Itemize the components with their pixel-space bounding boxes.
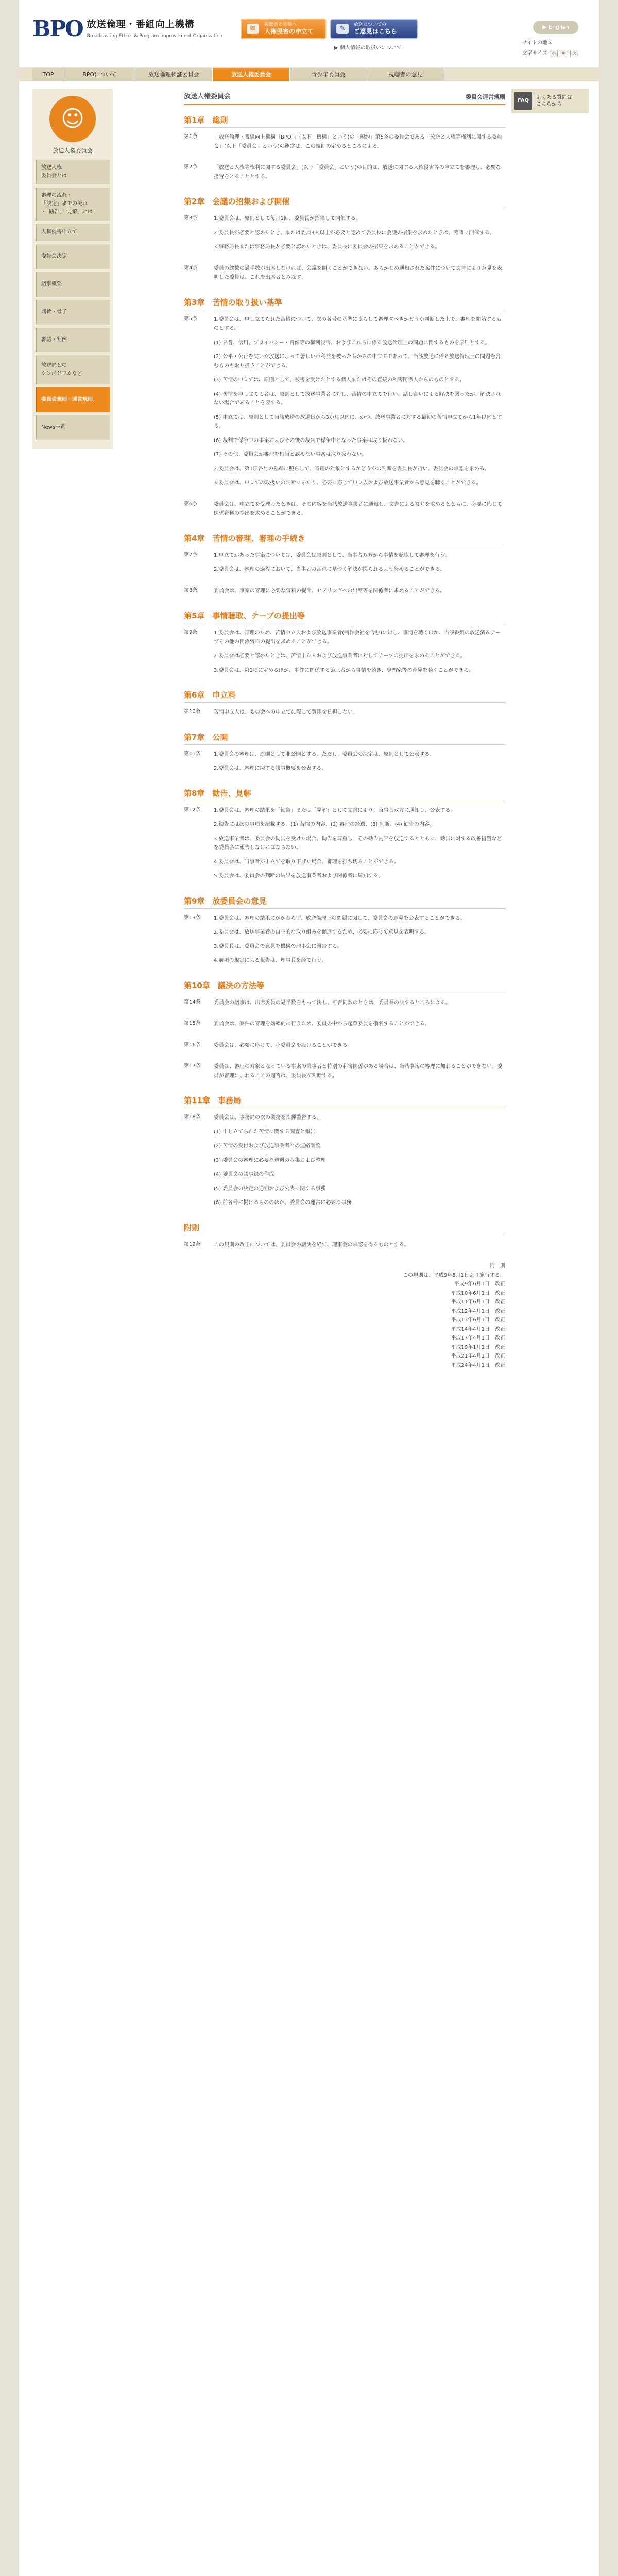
article-paragraph: 委員の総数の過半数が出席しなければ、会議を開くことができない。あらかじめ通知された案件について文書により意見を表明した委員は、これを出席者とみなす。 [214,265,502,280]
revision-date: 平成12年4月1日 改正 [451,1308,505,1314]
article-paragraph: (4) 苦情を申し立てる者は、原則として放送事業者に対し、苦情の申立てを行い、話し合いによる解決を図ったが、解決されない場合であることを要する。 [214,391,501,406]
chapter-heading: 第9章 放委員会の意見 [184,893,505,909]
mail-icon: ✉ [247,24,259,34]
article-body [214,133,505,156]
article-paragraph: 3.事務局長または事務局長が必要と認めたときは、委員長に委員会の招集を求めることができる。 [214,244,440,250]
article [184,214,505,257]
chapter-heading: 第1章 総則 [184,112,505,128]
article-number: 第13条 [184,914,201,921]
revision-date: 平成19年1月1日 改正 [451,1344,505,1350]
supplementary-label: 附 則 [490,1263,505,1269]
logo-en: Broadcasting Ethics & Program Improvement Organization [87,33,223,39]
article-paragraph: 3.放送事業者は、委員会の勧告を受けた場合、勧告を尊重し、その勧告内容を放送するとともに、勧告に対する改善措置などを委員会に報告しなければならない。 [214,836,502,851]
sitemap-link[interactable]: サイトの地図 [522,40,553,46]
nav-ethics-committee[interactable]: 放送倫理検証委員会 [135,68,213,81]
supplementary-dates [184,1262,505,1370]
article [184,1241,505,1255]
article [184,1041,505,1056]
article-paragraph: 苦情申立人は、委員会への申立てに際して費用を負担しない。 [214,709,358,715]
article-body [214,708,505,722]
sidebar-logo [32,89,113,160]
article-number: 第5条 [184,316,198,322]
article-body [214,264,505,287]
rights-request-banner[interactable] [241,19,326,39]
english-button[interactable]: ▶ English [533,21,578,34]
article [184,500,505,523]
article-paragraph: 2.委員会は必要と認めたときは、苦情申立人および放送事業者に対してテープの提出を求めることができる。 [214,653,466,659]
privacy-link[interactable]: ▶ 個人情報の取扱いについて [334,45,402,51]
revision-list [184,1280,505,1370]
article-paragraph: 委員会は、事務局の次の業務を指揮監督する。 [214,1115,322,1121]
logo-mark: BPO [32,15,83,41]
font-medium-button[interactable]: 中 [560,50,568,57]
font-small-button[interactable]: 小 [550,50,558,57]
article-paragraph: 3.委員会は、第1項に定めるほか、事件に関係する第三者から事情を聴き、専門家等の意見を聴くことができる。 [214,667,474,673]
article-body [214,998,505,1013]
chapter-heading: 第4章 苦情の審理、審理の手続き [184,531,505,546]
page-title: 委員会運営規則 [466,94,505,100]
article-paragraph: この規則の改正については、委員会の議決を経て、理事会の承認を得るものとする。 [214,1242,409,1248]
article-body [214,1062,505,1086]
article-body [214,629,505,680]
article-paragraph: 委員会は、事案の審理に必要な資料の提出、ヒアリングへの出席等を関係者に求めることができる。 [214,588,445,594]
article-paragraph: (5) 委員会の決定の通知および公表に関する事務 [214,1185,326,1192]
banner-opinion-small: 放送についての [354,22,386,27]
rules-body [184,112,505,1255]
chapter-heading: 第8章 勧告、見解 [184,786,505,801]
article-paragraph: 委員会は、案件の審理を効率的に行うため、委員の中から起草委員を指名することができる。 [214,1021,430,1027]
article-paragraph: (7) その他、委員会が審理を相当と認めない事案は取り扱わない。 [214,452,367,457]
article-paragraph: 「放送と人権等権利に関する委員会」(以下「委員会」という)の目的は、放送に関する人権侵害等の申立てを審理し、必要な措置をとることとする。 [214,165,501,180]
pencil-icon: ✎ [336,24,349,34]
article-body [214,806,505,886]
sidebar-item-news[interactable]: News一覧 [36,415,110,440]
article-paragraph: 委員は、審理の対象となっている事案の当事者と特別の利害関係がある場合は、当該事案の審理に加わることができない。委員が審理に加わることの適否は、委員長が判断する。 [214,1064,502,1079]
article [184,708,505,722]
header [19,0,599,68]
article-paragraph: (5) 申立ては、原則として当該放送の放送日から3か月以内に、かつ、放送事業者に対する最初の苦情申立てから1年以内とする。 [214,414,502,429]
faq-icon: FAQ [514,92,532,110]
section-title: 放送人権委員会 [184,93,231,100]
article-number: 第18条 [184,1114,201,1120]
article-paragraph: 1.委員会は、原則として毎月1回、委員長が招集して開催する。 [214,216,361,222]
article-body [214,914,505,971]
article-paragraph: (4) 委員会の議事録の作成 [214,1172,274,1177]
article-paragraph: 3.委員長は、委員会の意見を機構の理事会に報告する。 [214,943,342,950]
article-body [214,315,505,493]
chapter-heading: 附則 [184,1220,505,1235]
sidebar-title: 放送人権委員会 [53,147,93,154]
article-number: 第8条 [184,587,198,594]
faq-banner[interactable] [511,89,589,113]
sidebar-item-about[interactable]: 放送人権 委員会とは [36,160,110,184]
article-number: 第16条 [184,1042,201,1048]
article-paragraph: 2.委員会は、審理の過程において、当事者の合意に基づく解決が図られるよう努めることができる。 [214,567,445,572]
article-number: 第4条 [184,265,198,271]
article-paragraph: 1.申立てがあった事案については、委員会は原則として、当事者双方から事情を聴取して審理を行う。 [214,552,451,558]
article [184,163,505,187]
article [184,998,505,1013]
nav-youth-committee[interactable]: 青少年委員会 [290,68,367,81]
article-paragraph: 委員会の議事は、出席委員の過半数をもって決し、可否同数のときは、委員長の決するところによる。 [214,999,451,1006]
article-paragraph: 5.委員会は、委員会の判断の結果を放送事業者および関係者に周知する。 [214,873,384,879]
article-paragraph: 1.委員会の審理は、原則として非公開とする。ただし、委員会の決定は、原則として公表する。 [214,751,435,757]
article-paragraph: 4.委員会は、当事者が申立てを取り下げた場合、審理を打ち切ることができる。 [214,859,399,865]
article [184,264,505,287]
revision-date: 平成21年4月1日 改正 [451,1353,505,1359]
article [184,629,505,680]
article-body [214,587,505,601]
article-paragraph: 1.委員会は、審理の結果を「勧告」または「見解」として文書により、当事者双方に通知し、公表する。 [214,807,456,814]
article-paragraph: 委員会は、必要に応じて、小委員会を設けることができる。 [214,1042,353,1048]
article-paragraph: (1) 名誉、信用、プライバシー・肖像等の権利侵害、およびこれらに係る放送倫理上の問題に関するものを原則とする。 [214,340,490,346]
article-number: 第12条 [184,807,201,813]
article [184,587,505,601]
article-number: 第17条 [184,1063,201,1069]
chapter-heading: 第3章 苦情の取り扱い基準 [184,295,505,310]
nav-about[interactable]: BPOについて [64,68,135,81]
article-body [214,1113,505,1213]
font-large-button[interactable]: 大 [570,50,578,57]
article-paragraph: 委員会は、申立てを受理したときは、その内容を当該放送事業者に通知し、文書による答弁を求めるとともに、必要に応じて関係資料の提出を求めることができる。 [214,501,502,516]
article-number: 第15条 [184,1021,201,1026]
sidebar-item-minutes[interactable]: 議事概要 [36,272,110,297]
article-body [214,1041,505,1056]
article [184,1020,505,1034]
article-number: 第10条 [184,709,201,715]
article-paragraph: (3) 苦情の申立ては、原則として、被害を受けたとする個人またはその直接の利害関係人からのものとする。 [214,377,465,383]
revision-date: 平成24年4月1日 改正 [451,1362,505,1368]
supplementary-effective: この規則は、平成9年5月1日より施行する。 [402,1272,505,1278]
main-heading [184,89,505,105]
logo-text [87,18,222,40]
revision-date: 平成10年6月1日 改正 [451,1290,505,1296]
page [19,0,599,2576]
revision-date: 平成9年6月1日 改正 [454,1281,505,1287]
article-paragraph: 2.委員会は、第1項各号の基準に照らして、審理の対象とするかどうかの判断を委員長が行い、委員会の承認を求める。 [214,466,490,472]
opinion-banner[interactable] [330,19,418,39]
article-paragraph: 1.委員会は、審理の結果にかかわらず、放送倫理上の問題に関して、委員会の意見を公表することができる。 [214,915,466,921]
article-body [214,163,505,187]
chapter-heading: 第5章 事情聴取、テープの提出等 [184,608,505,623]
article [184,315,505,493]
article-paragraph: 2.委員会は、放送事業者の自主的な取り組みを促進するため、必要に応じて意見を表明する。 [214,929,430,935]
article-body [214,500,505,523]
chapter-heading: 第10章 議決の方法等 [184,978,505,993]
font-size-control [522,49,578,58]
article-number: 第1条 [184,134,198,140]
chapter-heading: 第7章 公開 [184,730,505,745]
main-content [184,89,505,1370]
article-body [214,1020,505,1034]
article [184,750,505,778]
article-number: 第9条 [184,630,198,635]
nav-rights-committee[interactable]: 放送人権委員会 [213,68,290,81]
article [184,806,505,886]
article-paragraph: 1.委員会は、申し立てられた苦情について、次の各号の基準に照らして審理すべきかどうか判断した上で、審理を開始するものとする。 [214,316,502,331]
global-nav [19,68,599,81]
sidebar [32,89,113,449]
article [184,1113,505,1213]
article-number: 第14条 [184,999,201,1005]
banner-request-small: 視聴者の皆様へ [264,22,297,27]
chapter-heading: 第2章 会議の招集および開催 [184,194,505,209]
article-body [214,750,505,778]
article-paragraph: (2) 公平・公正を欠いた放送によって著しい不利益を被った者からの申立てであって、当該放送に係る放送倫理上の問題を含むものも取り扱うことができる。 [214,354,501,369]
revision-date: 平成14年4月1日 改正 [451,1326,505,1332]
article-paragraph: 「放送倫理・番組向上機構〔BPO〕」(以下「機構」という)の「規約」第5条の委員会である「放送と人権等権利に関する委員会」(以下「委員会」という)の運営は、この規則の定めるところによる。 [214,134,502,149]
chapter-heading: 第6章 申立料 [184,687,505,703]
article-number: 第11条 [184,751,201,757]
article [184,133,505,156]
article-paragraph: (3) 委員会の審理に必要な資料の収集および整理 [214,1157,326,1163]
article [184,551,505,580]
article-paragraph: (1) 申し立てられた苦情に関する調査と報告 [214,1129,316,1135]
article-number: 第2条 [184,164,198,170]
nav-viewer-opinions[interactable]: 視聴者の意見 [367,68,444,81]
chapter-heading: 第11章 事務局 [184,1093,505,1108]
sidebar-item-symposium[interactable]: 放送局との シンポジウムなど [36,355,110,384]
banner-opinion-main: ご意見はこちら [354,27,398,35]
logo-jp: 放送倫理・番組向上機構 [87,19,195,30]
article-body [214,214,505,257]
article-paragraph: 2.勧告には次の事項を記載する。(1) 苦情の内容、(2) 審理の経過、(3) 判断、(4) 勧告の内容。 [214,822,435,827]
article-paragraph: 3.委員会は、申立ての取扱いの判断にあたり、必要に応じて申立人および放送事業者から意見を聴くことができる。 [214,480,482,486]
article-paragraph: (6) 前各号に掲げるもののほか、委員会の運営に必要な事務 [214,1200,352,1206]
revision-date: 平成13年6月1日 改正 [451,1317,505,1323]
sidebar-item-cases[interactable]: 審議・判例 [36,328,110,352]
article [184,914,505,971]
article-number: 第7条 [184,552,198,558]
article-paragraph: 2.委員会は、審理に関する議事概要を公表する。 [214,766,327,771]
nav-top[interactable]: TOP [32,68,64,81]
revision-date: 平成17年4月1日 改正 [451,1335,505,1341]
sidebar-item-summary[interactable]: 判旨・骨子 [36,300,110,325]
article-number: 第19条 [184,1241,201,1247]
sidebar-item-process[interactable]: 審理の流れ・ 「決定」までの流れ ・「勧告」「見解」とは [36,188,110,221]
article-paragraph: 1.委員会は、審理のため、苦情申立人および放送事業者(制作会社を含む)に対し、事情を聴くほか、当該番組の放送済みテープその他の関係資料の提出を求めることができる。 [214,630,501,645]
article-number: 第6条 [184,501,198,507]
article-paragraph: 4.前項の規定による報告は、理事長を経て行う。 [214,958,327,963]
sidebar-item-rules[interactable]: 委員会規則・運営規則 [36,387,110,412]
article-paragraph: (2) 苦情の受付および放送事業者との連絡調整 [214,1143,321,1149]
sidebar-item-decisions[interactable]: 委員会決定 [36,244,110,269]
article-paragraph: 2.委員長が必要と認めたとき、または委員3人以上が必要と認めて委員長に会議の招集を求めたときは、臨時に開催する。 [214,230,495,236]
article [184,1062,505,1086]
article-body [214,1241,505,1255]
article-number: 第3条 [184,215,198,221]
revision-date: 平成11年6月1日 改正 [451,1299,505,1305]
banner-request-main: 人権侵害の申立て [264,27,314,35]
article-paragraph: (6) 裁判で係争中の事案およびその後の裁判で係争中となった事案は取り扱わない。 [214,437,408,444]
font-size-label: 文字サイズ [522,50,547,56]
bpo-logo[interactable] [32,15,223,41]
sidebar-item-request[interactable]: 人権侵害申立て [36,224,110,241]
faq-text: よくある質問は こちらから [536,95,572,107]
article-body [214,551,505,580]
rights-committee-icon: ☺ [49,96,96,142]
